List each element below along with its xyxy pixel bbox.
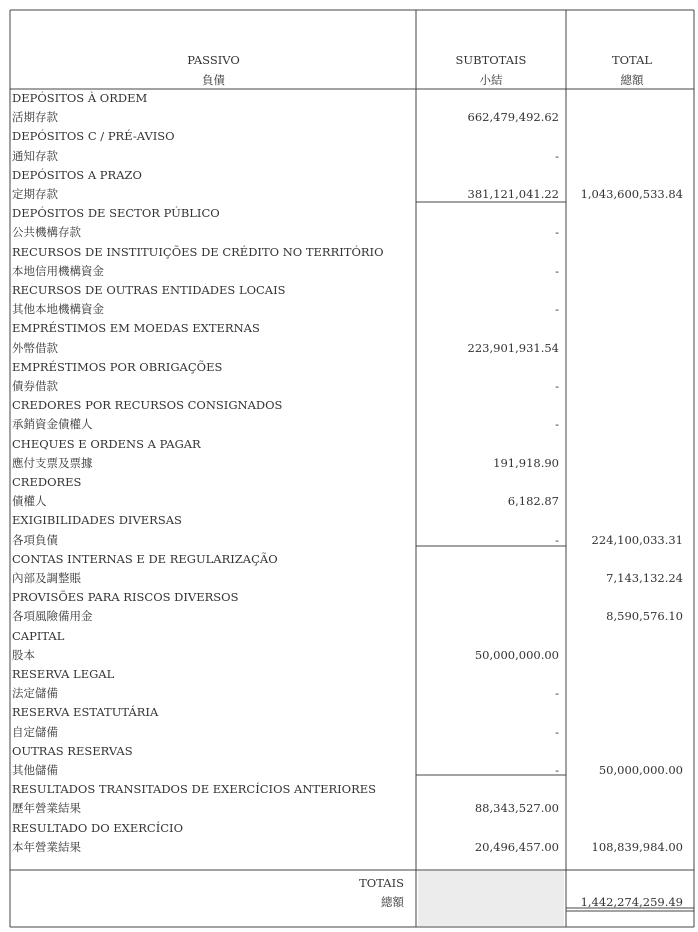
- row-label: 債權人: [12, 494, 47, 509]
- row-total: 7,143,132.24: [606, 571, 683, 585]
- row-total: 1,043,600,533.84: [580, 187, 683, 201]
- row-label: CAPITAL: [12, 628, 65, 643]
- row-label: 法定儲備: [12, 686, 58, 701]
- row-total: 224,100,033.31: [591, 532, 683, 547]
- row-subtotal: -: [555, 148, 559, 163]
- totals-label: [300, 874, 404, 912]
- column-header-subtotais-pt: SUBTOTAIS: [455, 53, 527, 67]
- row-subtotal: 50,000,000.00: [474, 647, 559, 662]
- row-label: 債券借款: [12, 379, 58, 393]
- row-subtotal: -: [555, 532, 559, 547]
- row-label: CHEQUES E ORDENS A PAGAR: [12, 436, 201, 451]
- row-subtotal: -: [555, 417, 559, 432]
- totals-label-pt: TOTAIS: [359, 876, 404, 890]
- grand-total-value: 1,442,274,259.49: [580, 895, 683, 909]
- row-label: EXIGIBILIDADES DIVERSAS: [12, 513, 182, 528]
- row-label: 本年營業結果: [12, 839, 81, 854]
- row-subtotal: -: [555, 302, 559, 317]
- row-subtotal: -: [555, 724, 559, 739]
- row-label: CREDORES: [12, 475, 82, 489]
- column-header-passivo-pt: PASSIVO: [187, 53, 240, 67]
- row-subtotal: 223,901,931.54: [467, 340, 559, 355]
- row-total: 108,839,984.00: [591, 839, 683, 854]
- row-label: 自定儲備: [12, 724, 58, 739]
- row-label: RESULTADO DO EXERCÍCIO: [12, 820, 184, 835]
- row-subtotal: 88,343,527.00: [474, 801, 559, 816]
- row-label: RESULTADOS TRANSITADOS DE EXERCÍCIOS ANTERIORES: [12, 782, 377, 797]
- row-label: PROVISÕES PARA RISCOS DIVERSOS: [12, 590, 239, 605]
- row-label: CONTAS INTERNAS E DE REGULARIZAÇÃO: [12, 551, 278, 566]
- row-label: DEPÓSITOS À ORDEM: [12, 91, 148, 105]
- column-header-total-zh: 總額: [620, 73, 644, 87]
- row-label: 通知存款: [12, 148, 58, 163]
- row-subtotal: -: [555, 379, 559, 393]
- row-subtotal: 662,479,492.62: [467, 110, 559, 125]
- row-subtotal: -: [555, 763, 559, 777]
- row-subtotal: 381,121,041.22: [467, 187, 559, 201]
- column-header-passivo-zh: 負債: [202, 73, 225, 87]
- row-label: 公共機構存款: [12, 225, 81, 240]
- column-header-subtotais: [418, 50, 564, 90]
- column-header-subtotais-zh: 小結: [479, 73, 503, 87]
- row-label: 活期存款: [12, 110, 58, 125]
- row-label: 本地信用機構資金: [12, 263, 104, 278]
- row-label: OUTRAS RESERVAS: [12, 743, 133, 758]
- row-label: EMPRÉSTIMOS EM MOEDAS EXTERNAS: [12, 321, 260, 336]
- column-header-passivo: [12, 50, 415, 90]
- row-label: RECURSOS DE OUTRAS ENTIDADES LOCAIS: [12, 283, 286, 297]
- row-label: EMPRÉSTIMOS POR OBRIGAÇÕES: [12, 359, 223, 374]
- row-label: DEPÓSITOS A PRAZO: [12, 167, 142, 182]
- row-total: 50,000,000.00: [598, 763, 683, 777]
- row-label: DEPÓSITOS DE SECTOR PÚBLICO: [12, 206, 220, 221]
- row-subtotal: 191,918.90: [493, 455, 559, 470]
- row-label: 應付支票及票據: [12, 455, 93, 470]
- row-label: DEPÓSITOS C / PRÉ-AVISO: [12, 129, 175, 144]
- row-label: 各項風險備用金: [12, 609, 93, 624]
- row-label: 內部及調整賬: [12, 571, 81, 585]
- row-label: 其他本地機構資金: [12, 302, 104, 317]
- row-label: RESERVA LEGAL: [12, 667, 115, 681]
- totals-shaded-cell: [418, 871, 564, 926]
- row-label: 外幣借款: [12, 340, 58, 355]
- row-subtotal: -: [555, 686, 559, 701]
- row-label: 定期存款: [12, 187, 58, 201]
- row-label: CREDORES POR RECURSOS CONSIGNADOS: [12, 398, 283, 413]
- row-total: 8,590,576.10: [606, 609, 683, 624]
- column-header-total: [566, 50, 698, 90]
- row-subtotal: 20,496,457.00: [474, 839, 559, 854]
- row-subtotal: -: [555, 263, 559, 278]
- row-subtotal: -: [555, 225, 559, 240]
- row-label: 各項負債: [12, 532, 58, 547]
- row-label: 其他儲備: [12, 763, 58, 777]
- row-label: 歷年營業結果: [12, 801, 81, 816]
- row-subtotal: 6,182.87: [507, 494, 559, 509]
- row-label: 股本: [12, 647, 35, 662]
- row-label: RECURSOS DE INSTITUIÇÕES DE CRÉDITO NO TERRITÓRIO: [12, 244, 384, 259]
- row-label: 承銷資金債權人: [12, 417, 93, 432]
- column-header-total-pt: TOTAL: [611, 53, 653, 67]
- row-label: RESERVA ESTATUTÁRIA: [12, 705, 159, 720]
- totals-label-zh: 總額: [381, 895, 404, 909]
